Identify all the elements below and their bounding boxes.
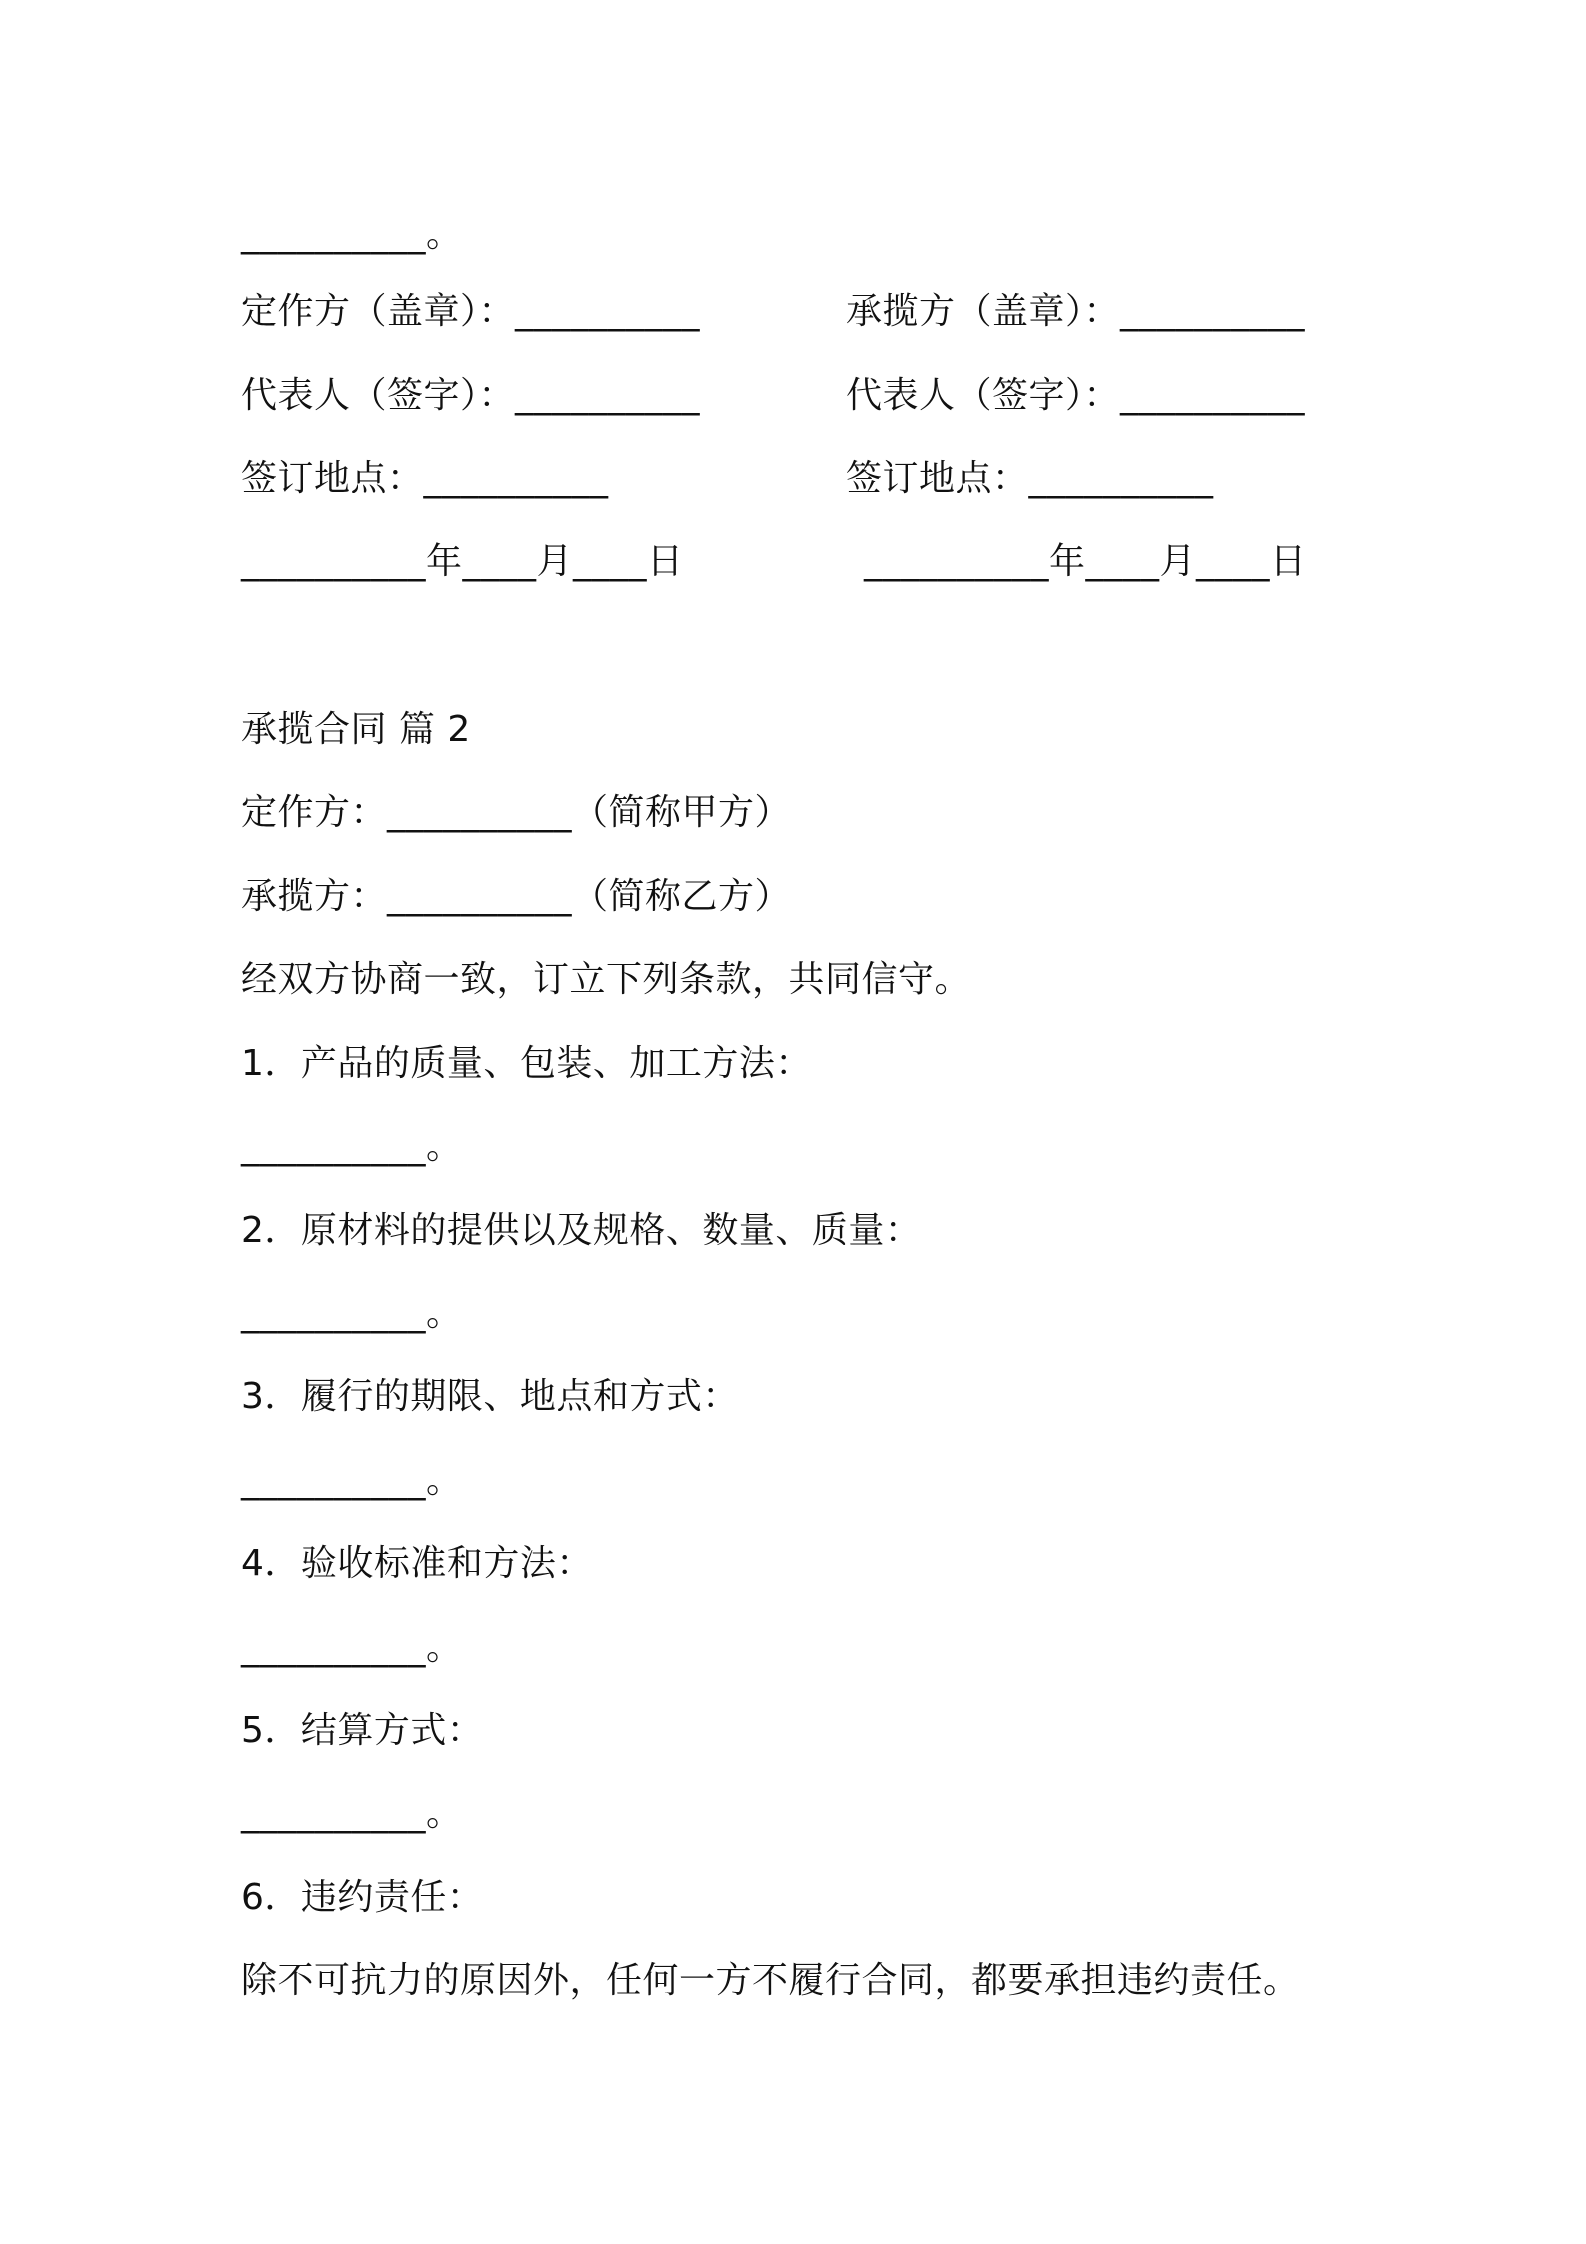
clause-blank: __________。: [241, 1460, 463, 1501]
clause-heading: 6．违约责任：: [241, 1877, 484, 1918]
party-a-representative-field: 代表人（签字）：__________: [241, 375, 701, 416]
clause-heading: 5．结算方式：: [241, 1710, 484, 1751]
liability-text: 除不可抗力的原因外，任何一方不履行合同，都要承担违约责任。: [241, 1960, 1300, 2001]
preamble: 经双方协商一致，订立下列条款，共同信守。: [241, 959, 972, 1000]
clause-blank: __________。: [241, 1627, 463, 1668]
clause-heading: 1．产品的质量、包装、加工方法：: [241, 1043, 812, 1084]
clause-heading: 3．履行的期限、地点和方式：: [241, 1376, 739, 1417]
clause-heading: 2．原材料的提供以及规格、数量、质量：: [241, 1210, 922, 1251]
party-a-signing-place-field: 签订地点：__________: [241, 458, 609, 499]
section-title: 承揽合同 篇 2: [241, 709, 471, 750]
party-a-stamp-field: 定作方（盖章）：__________: [241, 291, 701, 332]
clause-blank: __________。: [241, 1293, 463, 1334]
party-b-date-field: __________年____月____日: [864, 541, 1307, 582]
clause-blank: __________。: [241, 1126, 463, 1167]
party-b-representative-field: 代表人（签字）：__________: [846, 375, 1306, 416]
blank-line: __________。: [241, 214, 463, 255]
party-a-date-field: __________年____月____日: [241, 541, 684, 582]
contractor-field: 承揽方：__________（简称乙方）: [241, 876, 792, 917]
clause-blank: __________。: [241, 1793, 463, 1834]
orderer-field: 定作方：__________（简称甲方）: [241, 792, 792, 833]
clause-heading: 4．验收标准和方法：: [241, 1543, 593, 1584]
party-b-stamp-field: 承揽方（盖章）：__________: [846, 291, 1306, 332]
party-b-signing-place-field: 签订地点：__________: [846, 458, 1214, 499]
